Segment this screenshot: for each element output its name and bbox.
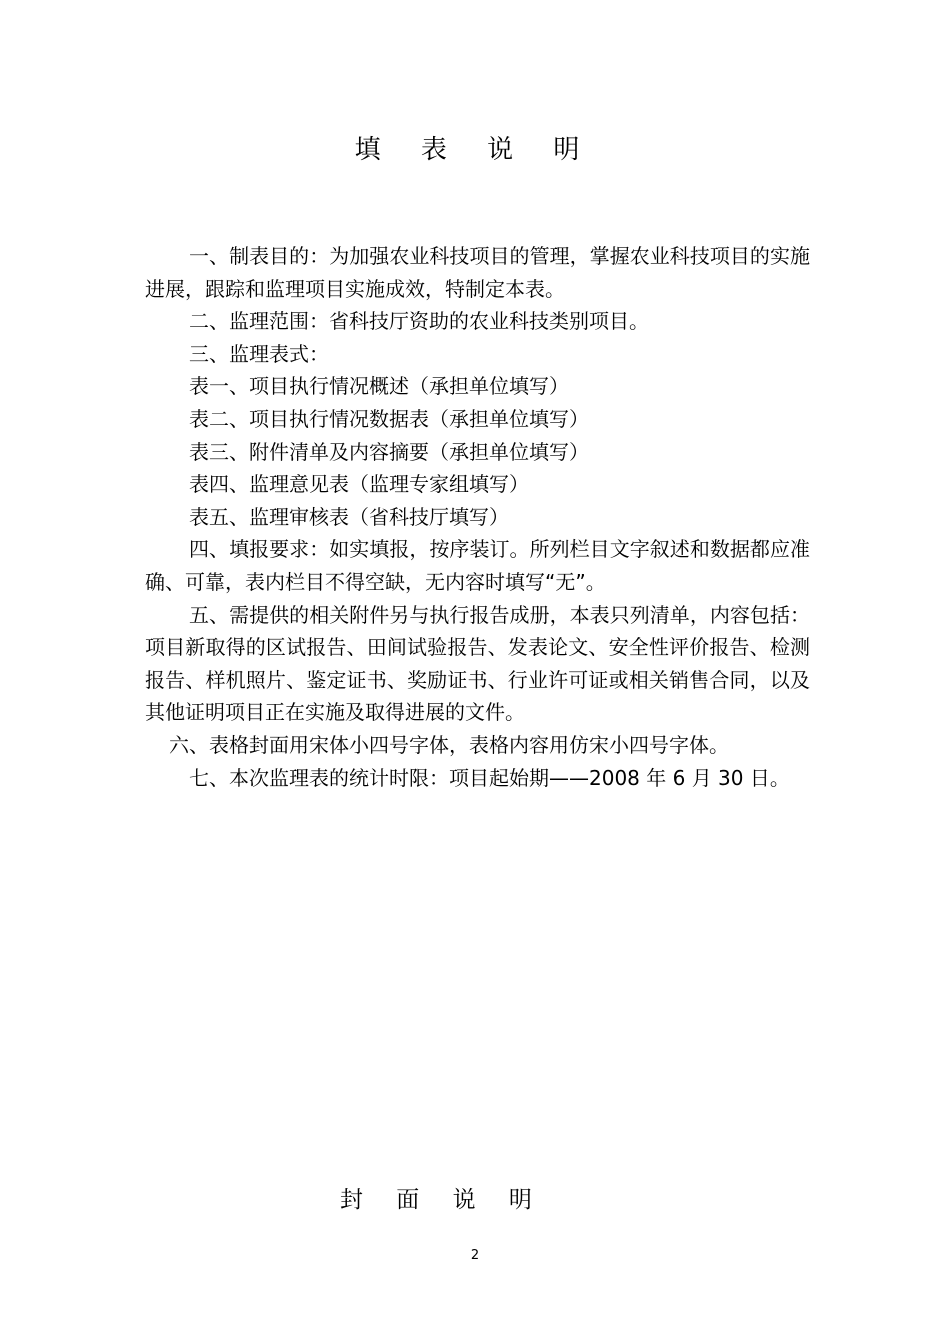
paragraph-requirements: 四、填报要求：如实填报，按序装订。所列栏目文字叙述和数据都应准确、可靠，表内栏目不得空缺，无内容时填写“无”。 xyxy=(145,537,810,594)
form-item-5: 表五、监理审核表（省科技厅填写） xyxy=(189,504,509,529)
form-item-4: 表四、监理意见表（监理专家组填写） xyxy=(189,472,529,497)
instructions-body xyxy=(145,240,810,794)
paragraph-purpose: 一、制表目的：为加强农业科技项目的管理，掌握农业科技项目的实施进展，跟踪和监理项目实施成效，特制定本表。 xyxy=(145,244,810,301)
paragraph-scope: 二、监理范围：省科技厅资助的农业科技类别项目。 xyxy=(189,309,649,334)
form-item-3: 表三、附件清单及内容摘要（承担单位填写） xyxy=(189,439,589,464)
cover-section-title: 封 面 说 明 xyxy=(340,1187,545,1213)
paragraph-forms: 三、监理表式： xyxy=(189,341,329,366)
paragraph-attachments: 五、需提供的相关附件另与执行报告成册，本表只列清单，内容包括：项目新取得的区试报告、田间试验报告、发表论文、安全性评价报告、检测报告、样机照片、鉴定证书、奖励证书、行业许可证或相关销售合同，以及其他证明项目正在实施及取得进展的文件。 xyxy=(145,602,810,725)
page-number: 2 xyxy=(470,1248,480,1263)
form-item-2: 表二、项目执行情况数据表（承担单位填写） xyxy=(189,406,589,431)
page-title: 填 表 说 明 xyxy=(354,135,596,165)
form-item-1: 表一、项目执行情况概述（承担单位填写） xyxy=(189,374,569,399)
paragraph-fonts: 六、表格封面用宋体小四号字体，表格内容用仿宋小四号字体。 xyxy=(169,732,729,757)
paragraph-time-limit: 七、本次监理表的统计时限：项目起始期——2008 年 6 月 30 日。 xyxy=(189,765,790,790)
